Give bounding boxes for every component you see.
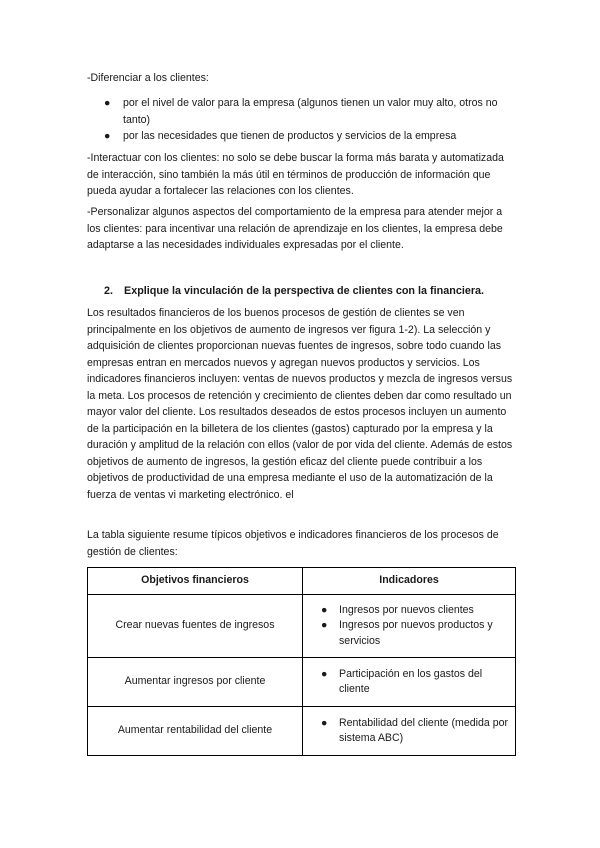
bullet-icon: ● xyxy=(321,667,328,680)
table-intro: La tabla siguiente resume típicos objetivos e indicadores financieros de los procesos de gestión de clientes: xyxy=(87,529,499,558)
indicators-cell xyxy=(303,707,516,756)
bullet-icon: ● xyxy=(104,97,111,109)
table-row xyxy=(88,658,516,707)
list-item xyxy=(319,667,509,698)
list-item xyxy=(319,603,509,619)
question-2-heading xyxy=(104,283,524,299)
diferenciar-bullet-list xyxy=(104,95,524,145)
column-header-objectives: Objetivos financieros xyxy=(88,568,303,595)
indicators-cell xyxy=(303,658,516,707)
bullet-icon: ● xyxy=(104,130,111,142)
list-item xyxy=(319,716,509,747)
indicators-cell xyxy=(303,595,516,658)
bullet-text: por las necesidades que tienen de productos y servicios de la empresa xyxy=(123,130,457,142)
indicator-text: Rentabilidad del cliente (medida por sistema ABC) xyxy=(339,716,509,744)
bullet-icon: ● xyxy=(321,619,328,632)
question-title: Explique la vinculación de la perspectiva de clientes con la financiera. xyxy=(124,285,485,297)
bullet-text: por el nivel de valor para la empresa (algunos tienen un valor muy alto, otros no tanto) xyxy=(123,97,498,126)
body-paragraph: Los resultados financieros de los buenos procesos de gestión de clientes se ven principalmente en los objetivos de aumento de ingresos ver figura 1-2). La selección y adquisición de clientes proporcionan nuevas fuentes de ingresos, sobre todo cuando las empresas entran en mercados nuevos y agregan nuevos productos y servicios. Los indicadores financieros incluyen: ventas de nuevos productos y mezcla de ingresos versus la meta. Los procesos de retención y crecimiento de clientes deben dar como resultado un mayor valor del cliente. Los resultados deseados de estos procesos incluyen un aumento de la participación en la billetera de los clientes (gastos) capturado por la empresa y la duración y amplitud de la relación con ellos (valor de por vida del cliente. Además de estos objetivos de aumento de ingresos, la gestión eficaz del cliente puede contribuir a los objetivos de productividad de una empresa mediante el uso de la automatización de la fuerza de ventas vi marketing electrónico. el xyxy=(87,307,513,501)
financial-objectives-table xyxy=(87,567,516,756)
interactuar-paragraph: -Interactuar con los clientes: no solo se debe buscar la forma más barata y automatizada de interacción, sino también la más útil en términos de producción de información que pueda ayudar a fortalecer las relaciones con los clientes. xyxy=(87,152,504,197)
indicator-text: Ingresos por nuevos productos y servicios xyxy=(339,619,493,647)
list-item xyxy=(104,128,524,145)
list-item xyxy=(319,618,509,649)
column-header-indicators: Indicadores xyxy=(303,568,516,595)
table-row xyxy=(88,707,516,756)
table-header-row xyxy=(88,568,516,595)
indicator-text: Ingresos por nuevos clientes xyxy=(339,603,474,616)
question-number: 2. xyxy=(104,285,114,297)
objective-cell: Crear nuevas fuentes de ingresos xyxy=(88,595,303,658)
personalizar-paragraph: -Personalizar algunos aspectos del comportamiento de la empresa para atender mejor a los clientes: para incentivar una relación de aprendizaje en los clientes, la empresa debe adaptarse a las necesidades individuales expresadas por el cliente. xyxy=(87,206,503,251)
table-row xyxy=(88,595,516,658)
indicator-text: Participación en los gastos del cliente xyxy=(339,667,483,695)
diferenciar-intro: -Diferenciar a los clientes: xyxy=(87,72,209,84)
bullet-icon: ● xyxy=(321,716,328,729)
bullet-icon: ● xyxy=(321,603,328,616)
objective-cell: Aumentar rentabilidad del cliente xyxy=(88,707,303,756)
list-item xyxy=(104,95,524,128)
objective-cell: Aumentar ingresos por cliente xyxy=(88,658,303,707)
